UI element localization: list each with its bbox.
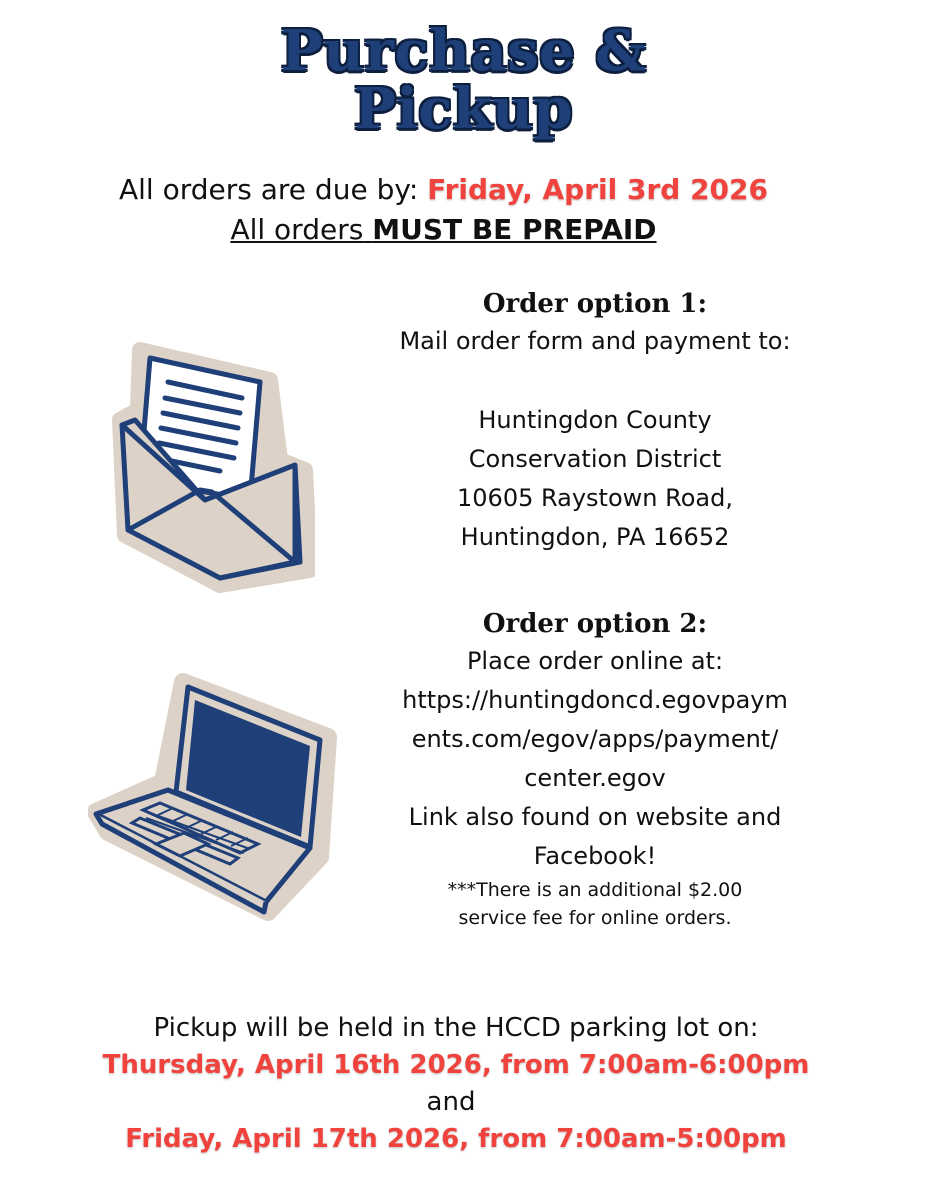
order-option-2 xyxy=(370,606,820,932)
address-line: Huntingdon County xyxy=(478,406,712,434)
url-line: center.egov xyxy=(524,764,666,792)
prepaid-emphasis: MUST BE PREPAID xyxy=(372,213,657,246)
page-title xyxy=(0,18,927,142)
due-prefix: All orders are due by: xyxy=(118,173,419,206)
address-line: Huntingdon, PA 16652 xyxy=(460,523,730,551)
option-2-heading: Order option 2: xyxy=(482,609,708,639)
option-1-instruction: Mail order form and payment to: xyxy=(399,327,791,355)
title-line-2: Pickup xyxy=(353,76,574,142)
fee-line: ***There is an additional $2.00 xyxy=(447,879,743,901)
prepaid-line xyxy=(0,210,887,250)
note-line: Facebook! xyxy=(533,842,657,870)
pickup-block xyxy=(0,1010,912,1158)
url-line: https://huntingdoncd.egovpaym xyxy=(402,686,788,714)
title-line-1: Purchase & xyxy=(280,18,647,84)
address-line: Conservation District xyxy=(468,445,722,473)
order-option-1 xyxy=(370,286,820,557)
envelope-letter-icon xyxy=(110,340,315,599)
pickup-date-1: Thursday, April 16th 2026, from 7:00am-6:00pm xyxy=(102,1050,810,1080)
option-1-heading: Order option 1: xyxy=(482,289,708,319)
due-date-line xyxy=(0,170,887,210)
prepaid-prefix: All orders xyxy=(230,213,364,246)
fee-line: service fee for online orders. xyxy=(458,907,732,929)
option-2-instruction: Place order online at: xyxy=(466,647,724,675)
deadline-block xyxy=(0,170,887,250)
url-line: ents.com/egov/apps/payment/ xyxy=(411,725,779,753)
due-date: Friday, April 3rd 2026 xyxy=(427,173,768,206)
pickup-joiner: and xyxy=(426,1087,476,1117)
pickup-intro: Pickup will be held in the HCCD parking lot on: xyxy=(153,1013,759,1043)
payment-link[interactable] xyxy=(370,681,820,798)
address-line: 10605 Raystown Road, xyxy=(457,484,733,512)
laptop-icon xyxy=(88,672,338,931)
note-line: Link also found on website and xyxy=(408,803,782,831)
pickup-date-2: Friday, April 17th 2026, from 7:00am-5:00pm xyxy=(125,1124,787,1154)
